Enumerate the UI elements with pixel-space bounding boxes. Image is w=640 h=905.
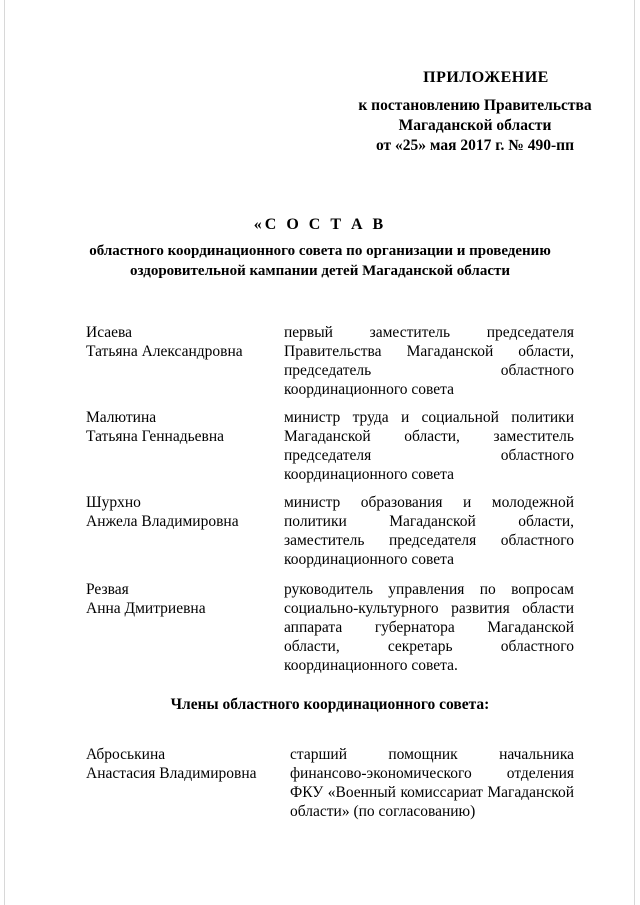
title-line-1: областного координационного совета по организации и проведению xyxy=(89,243,551,259)
person-name xyxy=(86,745,276,783)
person-role: министр труда и социальной политики Магаданской области, заместитель председателя областного координационного совета xyxy=(284,409,574,483)
person-name xyxy=(86,493,276,531)
person-name xyxy=(86,323,276,361)
person-surname: Шурхно xyxy=(86,494,141,511)
person-role: первый заместитель председателя Правительства Магаданской области, председатель областного координационного совета xyxy=(284,324,574,398)
appendix-heading: ПРИЛОЖЕНИЕ xyxy=(423,69,549,86)
person-role: министр образования и молодежной политики Магаданской области, заместитель председателя областного координационного совета xyxy=(284,494,574,568)
person-name xyxy=(86,580,276,618)
person-name xyxy=(86,408,276,446)
person-given-name: Татьяна Геннадьевна xyxy=(86,428,225,445)
title-line-2: оздоровительной кампании детей Магаданской области xyxy=(130,263,510,279)
person-surname: Исаева xyxy=(86,324,133,341)
members-heading: Члены областного координационного совета: xyxy=(170,696,490,713)
right-page-edge xyxy=(634,0,635,905)
document-title xyxy=(70,215,570,281)
appendix-line-2: Магаданской области xyxy=(398,117,552,134)
person-surname: Аброськина xyxy=(86,746,166,763)
person-given-name: Анастасия Владимировна xyxy=(86,765,257,782)
person-surname: Резвая xyxy=(86,581,129,598)
person-role: руководитель управления по вопросам социально-культурного развития области аппарата губернатора Магаданской области, секретарь областного координационного совета. xyxy=(284,581,574,674)
person-given-name: Татьяна Александровна xyxy=(86,343,243,360)
person-given-name: Анжела Владимировна xyxy=(86,513,239,530)
person-role: старший помощник начальника финансово-экономического отделения ФКУ «Военный комиссариат Магаданской области» (по согласованию) xyxy=(290,746,574,820)
title-main: «С О С Т А В xyxy=(253,216,387,233)
person-given-name: Анна Дмитриевна xyxy=(86,600,206,617)
appendix-line-3: от «25» мая 2017 г. № 490-пп xyxy=(375,137,574,154)
person-surname: Малютина xyxy=(86,409,157,426)
left-page-edge xyxy=(4,0,5,905)
appendix-block xyxy=(340,68,610,156)
appendix-line-1: к постановлению Правительства xyxy=(358,97,592,114)
